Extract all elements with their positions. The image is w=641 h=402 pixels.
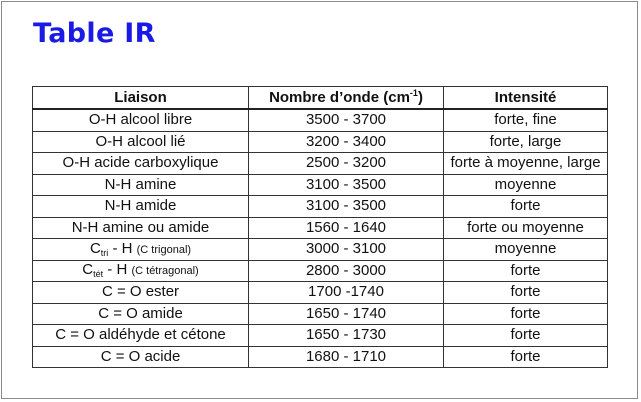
table-row	[33, 303, 608, 325]
cell-intensite: forte	[444, 303, 608, 325]
table-row	[33, 325, 608, 347]
table-row	[33, 239, 608, 261]
cell-liaison	[33, 239, 249, 261]
cell-nombre: 3000 - 3100	[249, 239, 444, 261]
page-title: Table IR	[33, 18, 156, 49]
liaison-atom: C	[89, 239, 101, 257]
cell-liaison: N-H amine ou amide	[33, 217, 249, 239]
table-row	[33, 196, 608, 218]
cell-intensite: forte	[444, 346, 608, 368]
cell-intensite: forte, large	[444, 131, 608, 153]
cell-nombre: 2800 - 3000	[249, 260, 444, 282]
cell-nombre: 3100 - 3500	[249, 174, 444, 196]
table-row	[33, 131, 608, 153]
cell-liaison: C = O amide	[33, 303, 249, 325]
cell-liaison: N-H amide	[33, 196, 249, 218]
cell-intensite: forte	[444, 282, 608, 304]
table-row	[33, 109, 608, 131]
cell-liaison	[33, 260, 249, 282]
table-header-row	[33, 87, 608, 110]
cell-intensite: forte	[444, 196, 608, 218]
cell-intensite: forte à moyenne, large	[444, 153, 608, 175]
table-row	[33, 174, 608, 196]
cell-nombre: 3200 - 3400	[249, 131, 444, 153]
liaison-note: (C tétragonal)	[131, 265, 199, 278]
table-row	[33, 217, 608, 239]
header-nombre-close: )	[417, 88, 423, 106]
cell-nombre: 1680 - 1710	[249, 346, 444, 368]
cell-intensite: forte ou moyenne	[444, 217, 608, 239]
cell-liaison: C = O acide	[33, 346, 249, 368]
cell-liaison: O-H alcool libre	[33, 109, 249, 131]
table-row	[33, 282, 608, 304]
cell-liaison: N-H amine	[33, 174, 249, 196]
cell-liaison: C = O aldéhyde et cétone	[33, 325, 249, 347]
cell-intensite: forte	[444, 325, 608, 347]
header-nombre-text: Nombre d’onde (cm	[269, 88, 410, 106]
cell-nombre: 1650 - 1740	[249, 303, 444, 325]
cell-nombre: 1650 - 1730	[249, 325, 444, 347]
cell-liaison: O-H alcool lié	[33, 131, 249, 153]
cell-intensite: forte, fine	[444, 109, 608, 131]
table-row	[33, 153, 608, 175]
cell-intensite: moyenne	[444, 239, 608, 261]
cell-nombre: 1700 -1740	[249, 282, 444, 304]
table-row	[33, 346, 608, 368]
cell-nombre: 2500 - 3200	[249, 153, 444, 175]
cell-intensite: moyenne	[444, 174, 608, 196]
cell-nombre: 1560 - 1640	[249, 217, 444, 239]
header-nombre-onde	[249, 87, 444, 110]
table-row	[33, 260, 608, 282]
header-liaison: Liaison	[33, 87, 249, 110]
cell-liaison: C = O ester	[33, 282, 249, 304]
header-intensite: Intensité	[444, 87, 608, 110]
liaison-subscript: tét	[93, 269, 104, 280]
liaison-subscript: tri	[100, 247, 109, 258]
cell-nombre: 3500 - 3700	[249, 109, 444, 131]
liaison-bond: - H	[103, 261, 128, 279]
cell-liaison: O-H acide carboxylique	[33, 153, 249, 175]
cell-intensite: forte	[444, 260, 608, 282]
header-nombre-exponent: -1	[409, 87, 418, 98]
liaison-atom: C	[82, 261, 94, 279]
liaison-note: (C trigonal)	[136, 243, 192, 256]
liaison-bond: - H	[108, 239, 133, 257]
ir-table	[32, 86, 608, 368]
cell-nombre: 3100 - 3500	[249, 196, 444, 218]
